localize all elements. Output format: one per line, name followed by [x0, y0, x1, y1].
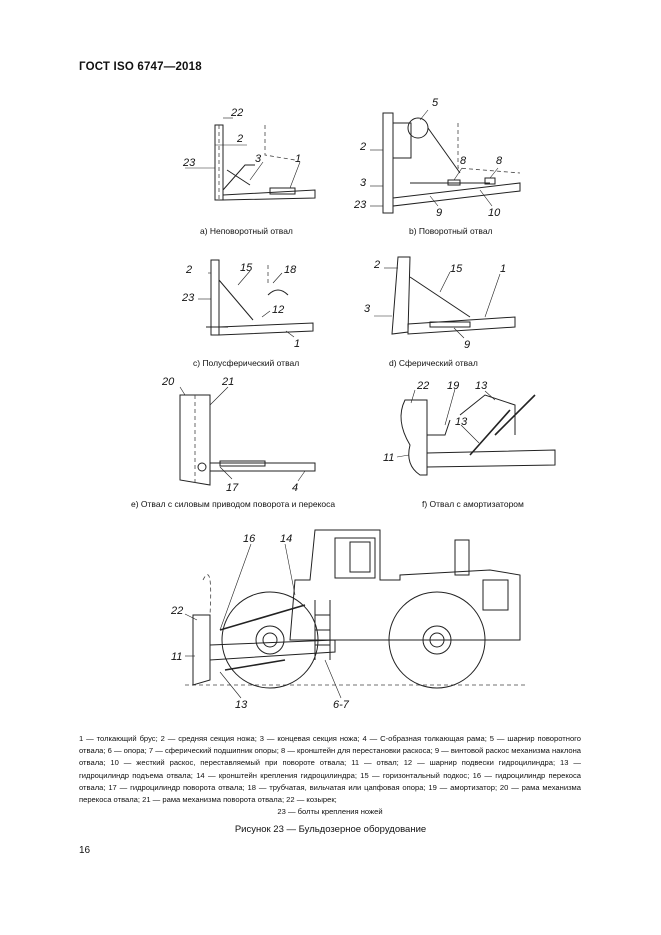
label-6-7: 6-7: [333, 699, 349, 711]
caption-a: а) Неповоротный отвал: [200, 226, 293, 236]
label-2: 2: [237, 133, 244, 145]
label-22: 22: [417, 380, 430, 392]
label-15: 15: [240, 262, 253, 274]
label-19: 19: [447, 380, 460, 392]
legend-text: 1 — толкающий брус; 2 — средняя секция ножа; 3 — концевая секция ножа; 4 — С-образная толкающая рама; 5 — шарнир поворотного отвала; 6 — опора; 7 — сферический подшипник опоры; 8 — кронштейн для перестановки раскоса; 9 — винтовой раскос механизма наклона отвала; 10 — жесткий раскос, переставляемый при повороте отвала; 11 — отвал; 12 — шарнир подвески гидроцилиндра; 13 — гидроцилиндр подъема отвала; 14 — кронштейн крепления гидроцилиндра; 15 — горизонтальный подкос; 16 — гидроцилиндр перекоса отвала; 17 — гидроцилиндр поворота отвала; 18 — трубчатая, вильчатая или цапфовая опора; 19 — амортизатор; 20 — рама механизма перекоса отвала; 21 — рама механизма поворота отвала; 22 — козырек;: [79, 734, 581, 805]
label-15: 15: [450, 263, 463, 275]
figure-legend: [79, 733, 581, 818]
caption-f: f) Отвал с амортизатором: [422, 499, 524, 509]
figure-d: [360, 252, 525, 352]
label-23: 23: [354, 199, 367, 211]
figure-a: [175, 100, 335, 220]
label-12: 12: [272, 304, 285, 316]
label-8a: 8: [460, 155, 467, 167]
figure-c: [178, 255, 338, 355]
figure-e: [160, 375, 335, 495]
label-21: 21: [222, 376, 235, 388]
label-13b: 13: [455, 416, 468, 428]
label-3: 3: [255, 153, 262, 165]
label-14: 14: [280, 533, 293, 545]
label-16: 16: [243, 533, 256, 545]
label-8b: 8: [496, 155, 503, 167]
label-11: 11: [171, 651, 183, 663]
label-23: 23: [183, 157, 196, 169]
label-4: 4: [292, 482, 299, 494]
label-22: 22: [231, 107, 244, 119]
label-13: 13: [235, 699, 248, 711]
label-2: 2: [360, 141, 367, 153]
label-3: 3: [360, 177, 367, 189]
figure-a-drawing: [175, 100, 335, 220]
label-13a: 13: [475, 380, 488, 392]
label-1: 1: [295, 153, 302, 165]
caption-b: b) Поворотный отвал: [409, 226, 493, 236]
label-9: 9: [464, 339, 471, 351]
label-1: 1: [500, 263, 507, 275]
caption-d: d) Сферический отвал: [389, 358, 478, 368]
legend-last-item: 23 — болты крепления ножей: [277, 807, 383, 817]
caption-c: с) Полусферический отвал: [193, 358, 300, 368]
figure-b-drawing: [350, 88, 530, 223]
figure-c-drawing: [178, 255, 338, 355]
figure-e-drawing: [160, 375, 335, 495]
label-5: 5: [432, 97, 439, 109]
figure-f: [375, 375, 565, 485]
label-11: 11: [383, 452, 395, 464]
label-3: 3: [364, 303, 371, 315]
page-number: 16: [79, 845, 91, 856]
label-22: 22: [171, 605, 184, 617]
label-9: 9: [436, 207, 443, 219]
figure-f-drawing: [375, 375, 565, 485]
label-2: 2: [186, 264, 193, 276]
label-18: 18: [284, 264, 297, 276]
label-1: 1: [294, 338, 301, 350]
label-2: 2: [374, 259, 381, 271]
label-20: 20: [162, 376, 175, 388]
label-10: 10: [488, 207, 501, 219]
bulldozer-drawing: [165, 520, 535, 720]
figure-d-drawing: [360, 252, 525, 352]
figure-b: [350, 88, 530, 223]
label-23: 23: [182, 292, 195, 304]
figure-main: [165, 520, 535, 720]
label-17: 17: [226, 482, 239, 494]
document-header: ГОСТ ISO 6747—2018: [79, 61, 202, 73]
caption-e: е) Отвал с силовым приводом поворота и перекоса: [131, 499, 336, 509]
figure-title: Рисунок 23 — Бульдозерное оборудование: [234, 824, 427, 835]
